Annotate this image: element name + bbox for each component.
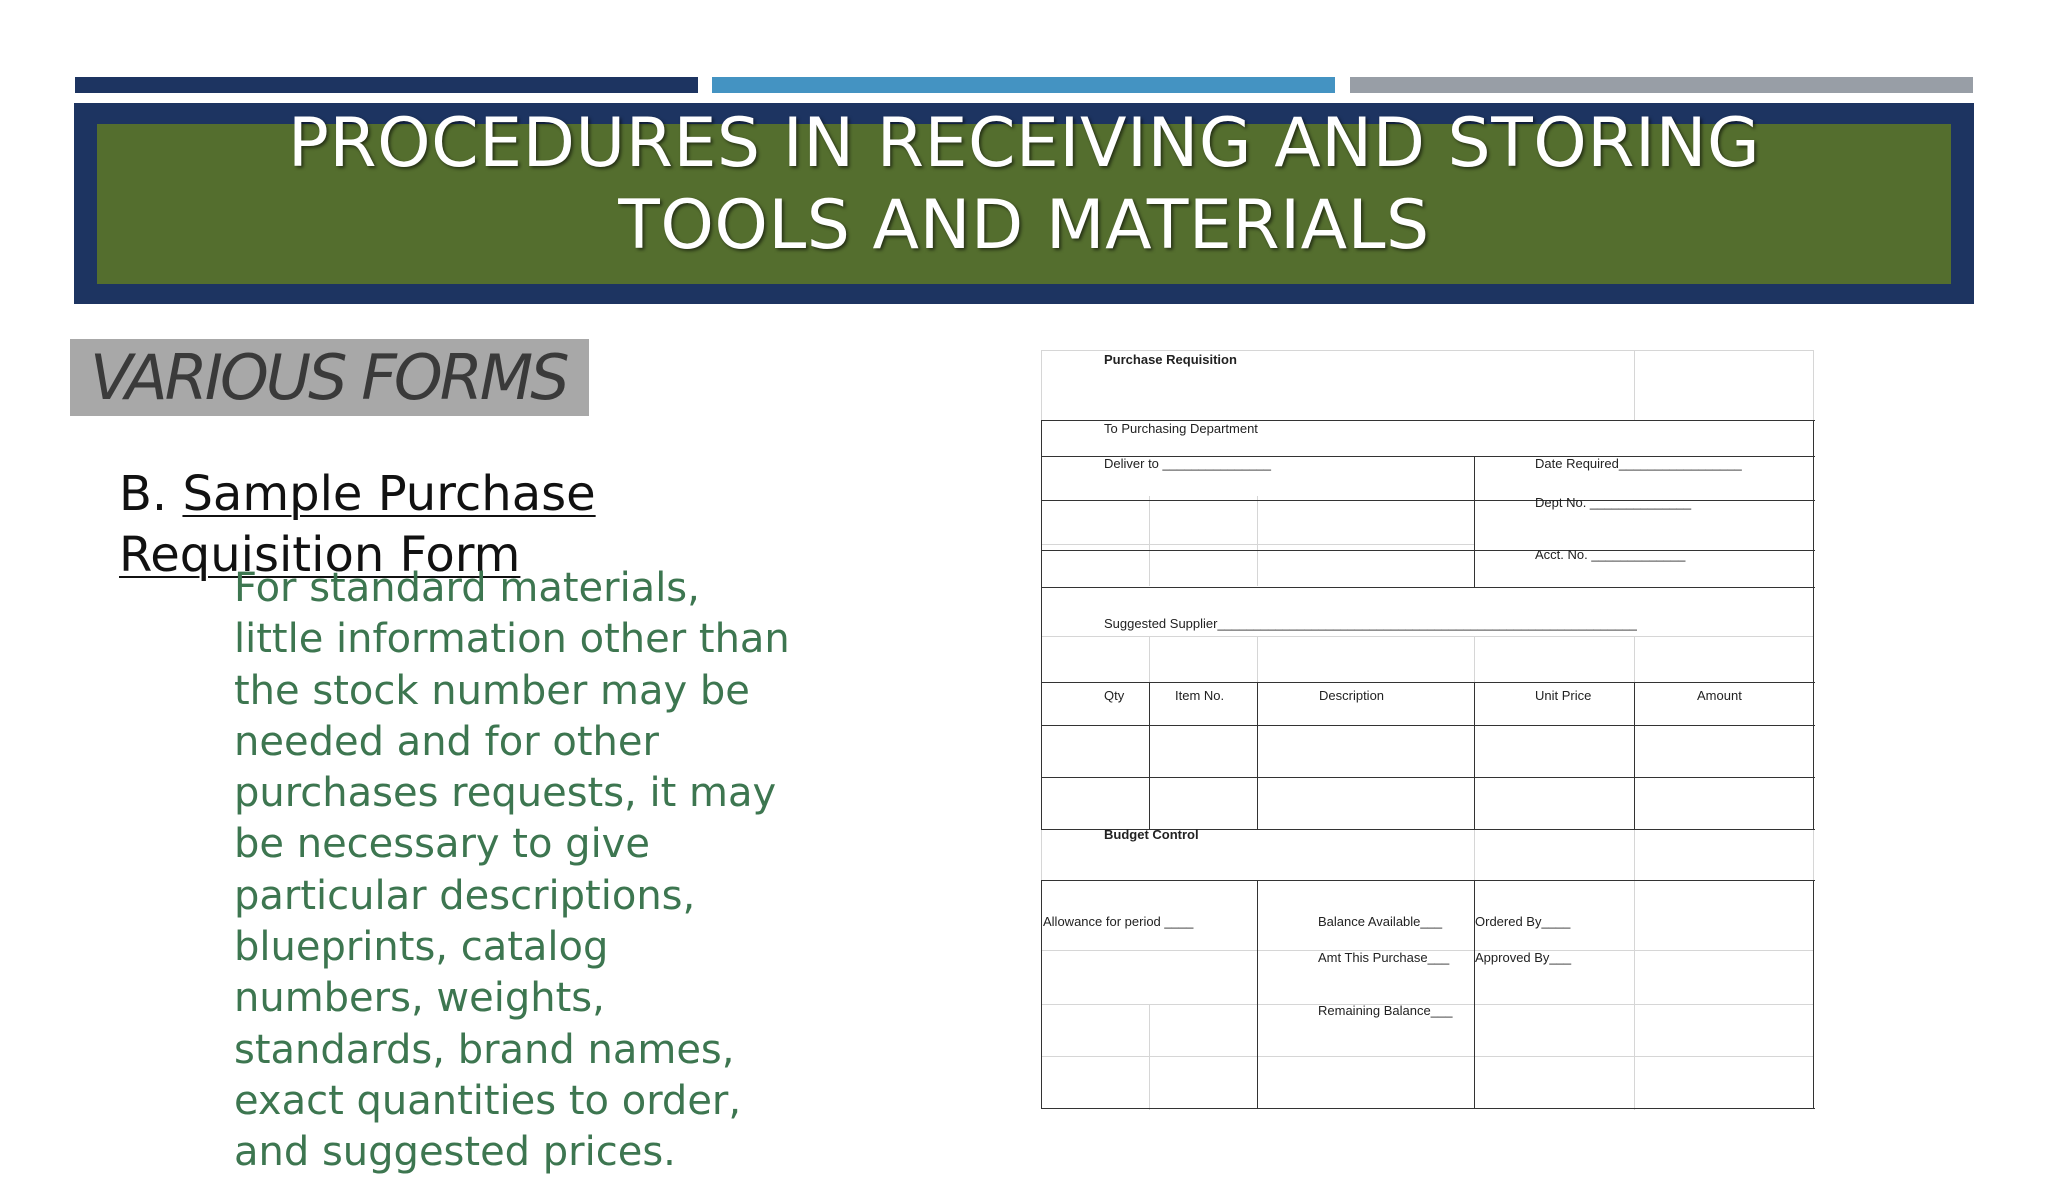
form-rule (1041, 1056, 1813, 1057)
form-rule (1149, 636, 1150, 682)
form-rule (1041, 880, 1815, 881)
form-col-amount: Amount (1697, 688, 1742, 703)
form-rule (1041, 682, 1815, 683)
form-dept-no: Dept No. ______________ (1535, 495, 1692, 510)
form-deliver-to: Deliver to _______________ (1104, 456, 1271, 471)
form-rule (1041, 587, 1815, 588)
form-approved-by: Approved By___ (1475, 950, 1572, 965)
slide-title (97, 103, 1951, 267)
form-col-unit-price: Unit Price (1535, 688, 1592, 703)
title-banner (74, 103, 1974, 304)
form-rule (1041, 777, 1815, 778)
form-to-dept: To Purchasing Department (1104, 421, 1258, 436)
form-rule (1041, 350, 1042, 420)
form-rule (1257, 636, 1258, 682)
form-rule (1474, 636, 1475, 682)
form-rule (1149, 1004, 1150, 1110)
form-rule (1041, 420, 1042, 830)
form-acct-no: Acct. No. _____________ (1535, 547, 1686, 562)
form-rule (1041, 550, 1815, 551)
form-date-required: Date Required_________________ (1535, 456, 1742, 471)
form-rule (1041, 830, 1042, 880)
form-rule (1813, 880, 1814, 1109)
form-col-description: Description (1319, 688, 1385, 703)
form-rule (1474, 682, 1475, 830)
form-rule (1474, 456, 1475, 587)
form-rule (1634, 880, 1635, 1110)
form-rule (1041, 1108, 1815, 1109)
section-tag-label: VARIOUS FORMS (90, 341, 567, 414)
form-rule (1257, 682, 1258, 830)
form-rule (1634, 682, 1635, 830)
form-rule (1813, 420, 1814, 830)
form-amt-this-purchase: Amt This Purchase___ (1318, 950, 1450, 965)
form-rule (1041, 636, 1813, 637)
form-rule (1813, 350, 1814, 420)
form-budget-control: Budget Control (1104, 827, 1199, 842)
form-rule (1041, 544, 1474, 545)
body-paragraph: For standard materials, little information other than the stock number may be needed and for other purchases requests, it may be necessary to give particular descriptions, blueprints, catalog numbers, weights, standards, brand names, exact quantities to order, and suggested prices. (234, 565, 790, 1176)
accent-bar-gray (1350, 77, 1973, 93)
form-rule (1041, 880, 1042, 1109)
accent-bar-blue (712, 77, 1335, 93)
accent-bar-navy (75, 77, 698, 93)
form-col-qty: Qty (1104, 688, 1125, 703)
heading-prefix: B. (119, 466, 183, 522)
form-col-item-no: Item No. (1175, 688, 1225, 703)
title-line-2: TOOLS AND MATERIALS (618, 186, 1430, 265)
form-rule (1257, 880, 1258, 1109)
form-rule (1634, 350, 1635, 420)
purchase-requisition-form (1041, 350, 1815, 1110)
form-rule (1634, 636, 1635, 682)
form-rule (1149, 682, 1150, 830)
form-rule (1041, 350, 1813, 351)
form-rule (1041, 500, 1815, 501)
section-tag (70, 339, 589, 416)
form-rule (1149, 496, 1150, 586)
form-allowance: Allowance for period ____ (1043, 914, 1194, 929)
form-balance-available: Balance Available___ (1318, 914, 1443, 929)
form-rule (1257, 496, 1258, 586)
form-rule (1474, 830, 1475, 880)
heading-underlined: Sample Purchase Requisition Form (119, 466, 596, 583)
form-rule (1041, 725, 1815, 726)
form-suggested-supplier: Suggested Supplier__________________________________________________________ (1104, 616, 1637, 631)
title-line-1: PROCEDURES IN RECEIVING AND STORING (287, 104, 1761, 183)
form-rule (1813, 830, 1814, 880)
form-rule (1634, 830, 1635, 880)
form-title: Purchase Requisition (1104, 352, 1237, 367)
form-remaining-balance: Remaining Balance___ (1318, 1003, 1453, 1018)
form-ordered-by: Ordered By____ (1475, 914, 1571, 929)
